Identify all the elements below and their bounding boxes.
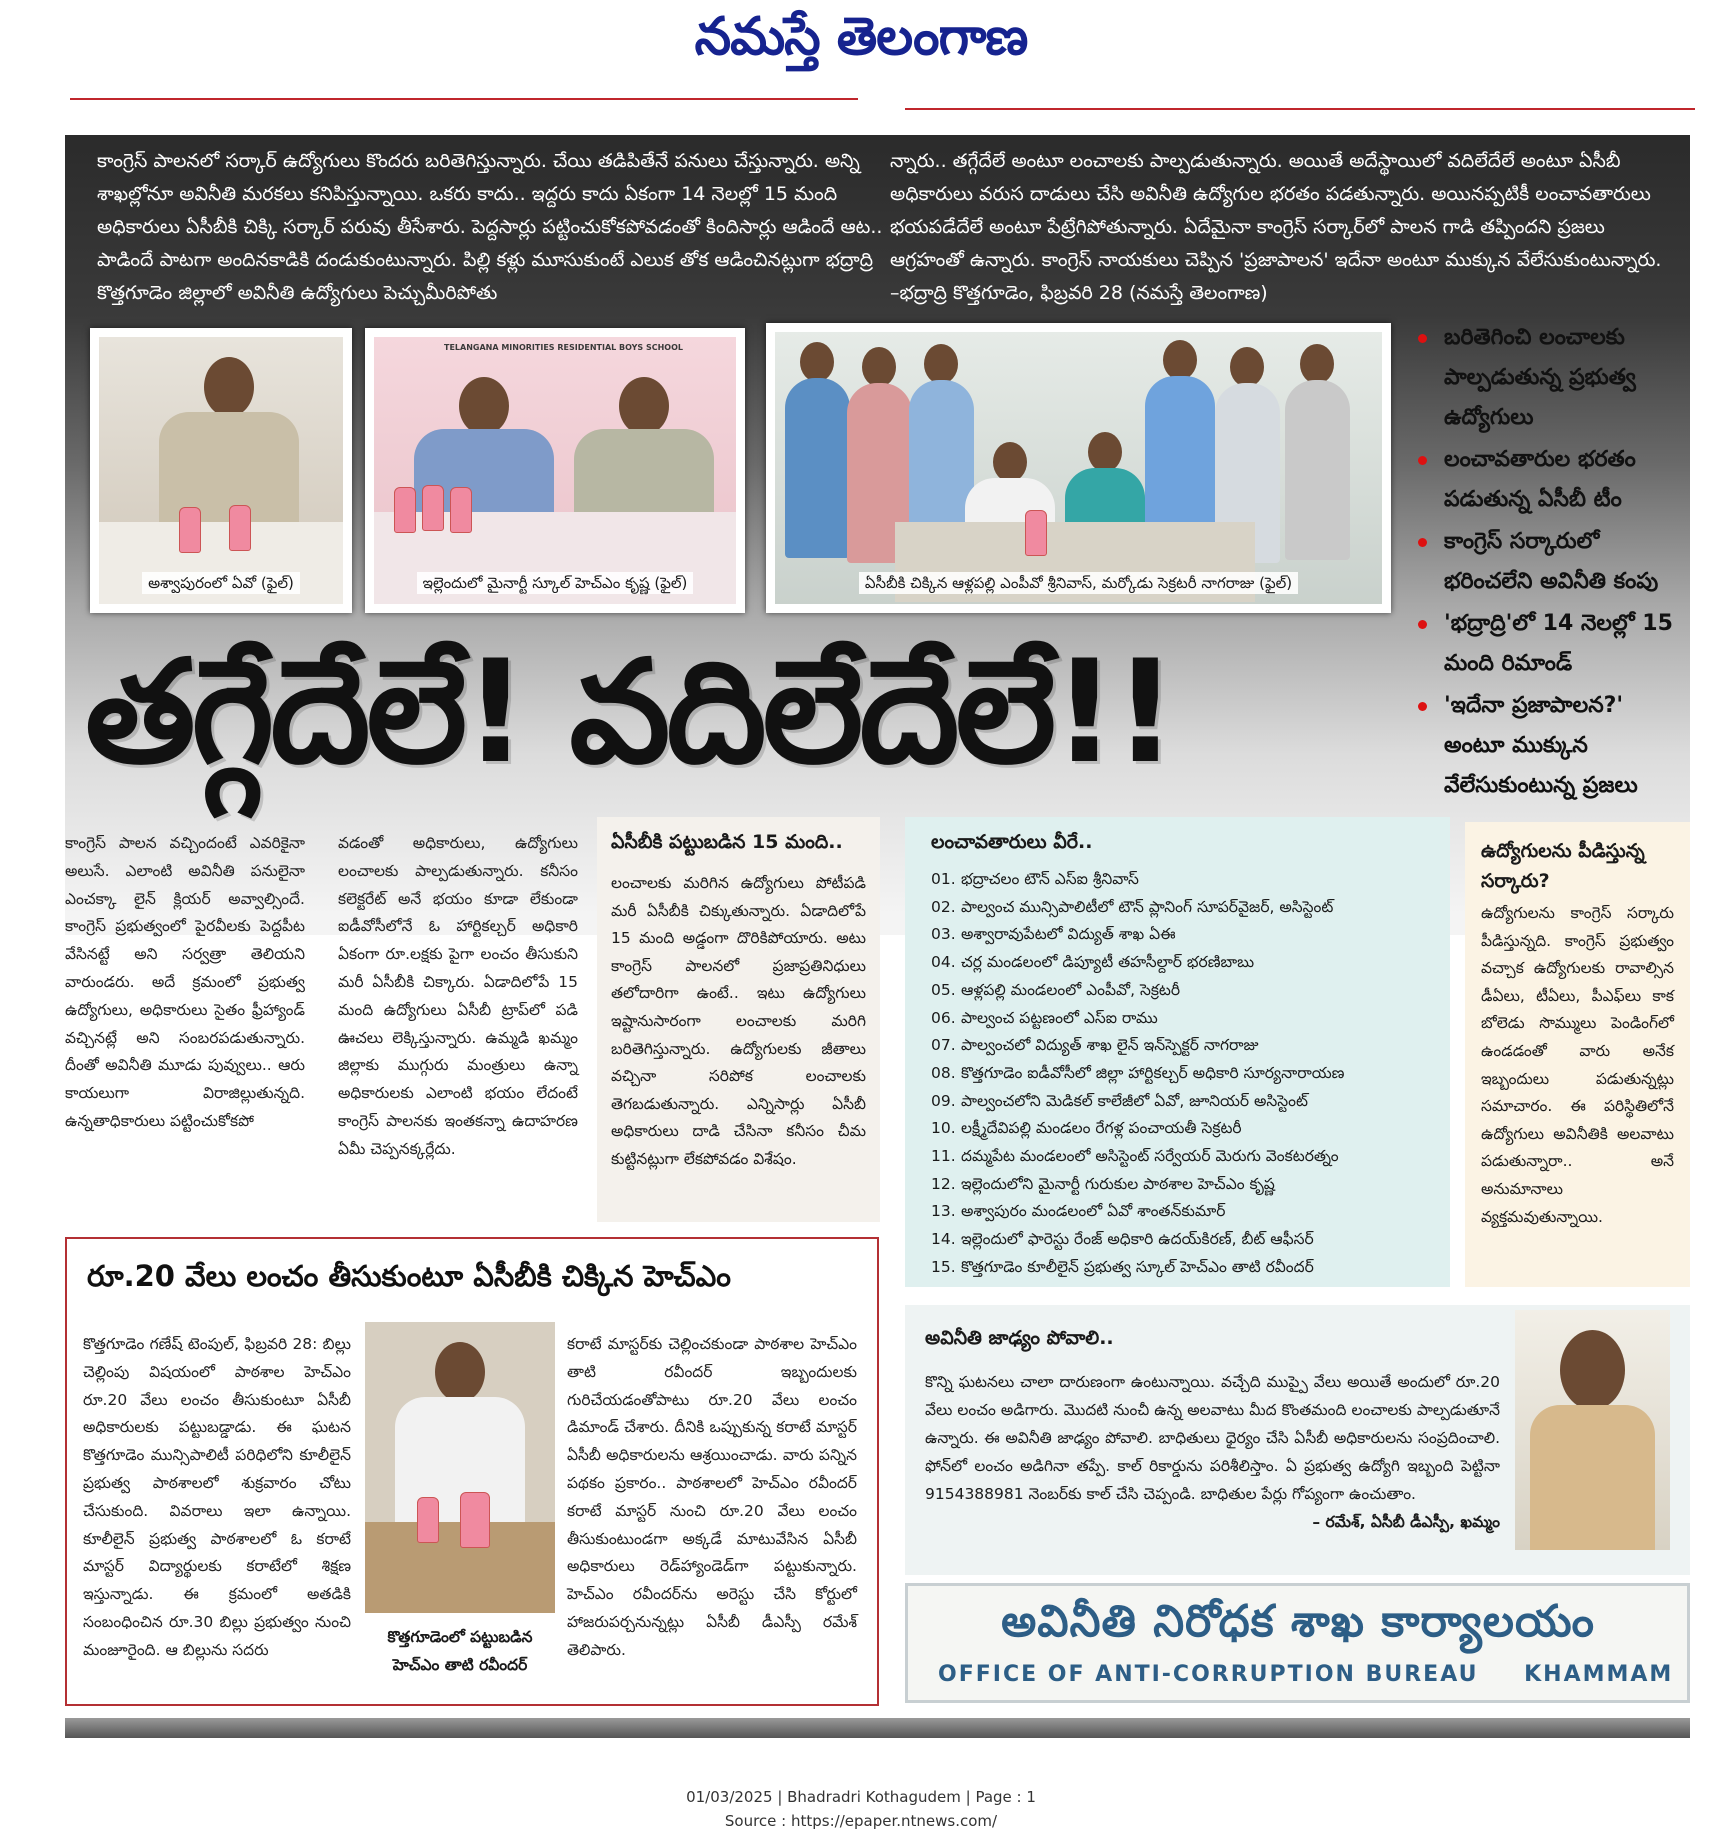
photo-ashwapuram-ao (90, 328, 352, 613)
photo-caption: ఏసీబీకి చిక్కిన ఆళ్లపల్లి ఎంపీవో శ్రీనివాస్, మర్కోడు సెక్రటరీ నాగరాజు (ఫైల్) (775, 574, 1382, 596)
list-item: 01. భద్రాచలం టౌన్ ఎస్ఐ శ్రీనివాస్ (931, 870, 1139, 888)
hm-story-photo (365, 1322, 555, 1613)
intro-text-right-body: న్నారు.. తగ్గేదేలే అంటూ లంచాలకు పాల్పడుతున్నారు. అయితే అదేస్థాయిలో వదిలేదేలే అంటూ ఏసీబీ అధికారులు వరుస దాడులు చేసి అవినీతి ఉద్యోగుల భరతం పడతున్నారు. అయినప్పటికీ లంచావతారులు భయపడేదేలే అంటూ పేట్రేగిపోతున్నారు. ఏదేమైనా కాంగ్రెస్ సర్కార్‌లో పాలన గాడి తప్పిందని ప్రజలు ఆగ్రహంతో ఉన్నారు. కాంగ్రెస్ నాయకులు చెప్పిన 'ప్రజాపాలన' ఇదేనా అంటూ ముక్కున వేలేసుకుంటున్నారు. (890, 150, 1662, 271)
body-column-2: వడంతో అధికారులు, ఉద్యోగులు లంచాలకు పాల్పడుతున్నారు. కనీసం కలెక్టరేట్ అనే భయం కూడా లేకుండా ఐడీవోసీలోనే ఓ హార్టికల్చర్ అధికారి ఏకంగా రూ.లక్షకు పైగా లంచం తీసుకుని మరీ ఏసీబీకి చిక్కారు. ఏడాదిలోపే 15 మంది ఉద్యోగులు ఏసీబీ ట్రాప్‌లో పడి ఊచలు లెక్కిస్తున్నారు. ఉమ్మడి ఖమ్మం జిల్లాకు ముగ్గురు మంత్రులు ఉన్నా అధికారులకు ఎలాంటి భయం లేదంటే కాంగ్రెస్ పాలనకు ఇంతకన్నా ఉదాహరణ ఏమీ చెప్పనక్కర్లేదు. (338, 834, 578, 1158)
body-column-1: కాంగ్రెస్ పాలన వచ్చిందంటే ఎవరికైనా అలుసే. ఎలాంటి అవినీతి పనులైనా ఎంచక్కా లైన్ క్లియర్ అవ్వాల్సిందే. కాంగ్రెస్ ప్రభుత్వంలో పైరవీలకు పెద్దపీట వేసినట్టే అని సర్వత్రా తెలియని వారుండరు. అదే క్రమంలో ప్రభుత్వ ఉద్యోగులు, అధికారులు సైతం ఫ్రీహ్యాండ్ వచ్చినట్లే అని సంబరపడుతున్నారు. దీంతో అవినీతి మూడు పువ్వులు.. ఆరు కాయలుగా విరాజిల్లుతున్నది. ఉన్నతాధికారులు పట్టించుకోకపో (65, 834, 305, 1130)
photo-image (99, 337, 343, 604)
quote-title: అవినీతి జాఢ్యం పోవాలి.. (925, 1327, 1114, 1349)
bullet-dot-icon (1418, 620, 1427, 629)
bullet-dot-icon (1418, 538, 1427, 547)
highlight-bullets (1412, 318, 1687, 808)
bullet-dot-icon (1418, 456, 1427, 465)
signboard-telugu: అవినీతి నిరోధక శాఖ కార్యాలయం (1001, 1596, 1595, 1647)
photo-image (775, 332, 1382, 604)
list-item: 14. ఇల్లెందులో ఫారెస్టు రేంజ్ అధికారి ఉదయ్‌కిరణ్, బీట్ ఆఫీసర్ (931, 1230, 1314, 1249)
list-item: 15. కొత్తగూడెం కూలీలైన్ ప్రభుత్వ స్కూల్ హెచ్‌ఎం తాటి రవీందర్ (931, 1257, 1314, 1276)
bullet-item: 'ఇదేనా ప్రజాపాలన?' అంటూ ముక్కున వేలేసుకుంటున్న ప్రజలు (1412, 686, 1687, 806)
list-item: 06. పాల్వంచ పట్టణంలో ఎస్ఐ రాము (931, 1008, 1158, 1027)
main-headline: తగ్గేదేలే! వదిలేదేలే!! (85, 630, 1174, 795)
hm-story-caption: కొత్తగూడెంలో పట్టుబడిన హెచ్‌ఎం తాటి రవీందర్ (387, 1628, 533, 1674)
acb-box-heading: ఏసీబీకి పట్టుబడిన 15 మంది.. (611, 831, 843, 853)
employees-box (1465, 822, 1690, 1287)
list-item: 02. పాల్వంచ మున్సిపాలిటీలో టౌన్ ప్లానింగ్ సూపర్‌వైజర్, అసిస్టెంట్ (931, 897, 1334, 916)
list-item: 09. పాల్వంచలోని మెడికల్ కాలేజీలో ఏవో, జూనియర్ అసిస్టెంట్ (931, 1091, 1308, 1110)
list-item: 10. లక్ష్మీదేవిపల్లి మండలం రేగళ్ల పంచాయతీ సెక్రటరీ (931, 1119, 1242, 1138)
hm-story-title: రూ.20 వేలు లంచం తీసుకుంటూ ఏసీబీకి చిక్కిన హెచ్‌ఎం (87, 1259, 731, 1293)
list-item: 05. ఆళ్లపల్లి మండలంలో ఎంపీవో, సెక్రటరీ (931, 980, 1181, 999)
photo-caption: అశ్వాపురంలో ఏవో (ఫైల్) (99, 574, 343, 596)
acb-dsp-photo (1515, 1310, 1670, 1550)
list-item: 07. పాల్వంచలో విద్యుత్ శాఖ లైన్ ఇన్‌స్పెక్టర్ నాగరాజు (931, 1036, 1259, 1055)
hm-story-box (65, 1237, 879, 1706)
intro-text-left: కాంగ్రెస్ పాలనలో సర్కార్ ఉద్యోగులు కొందరు బరితెగిస్తున్నారు. చేయి తడిపితేనే పనులు చేస్తున్నారు. అన్ని శాఖల్లోనూ అవినీతి మరకలు కనిపిస్తున్నాయి. ఒకరు కాదు.. ఇద్దరు కాదు ఏకంగా 14 నెలల్లో 15 మంది అధికారులు ఏసీబీకి చిక్కి సర్కార్ పరువు తీసేశారు. పెద్దసార్లు పట్టించుకోకపోవడంతో కిందిసార్లు ఆడిందే ఆట.. పాడిందే పాటగా అందినకాడికి దండుకుంటున్నారు. పిల్లి కళ్లు మూసుకుంటే ఎలుక తోక ఆడించినట్లుగా భద్రాద్రి కొత్తగూడెం జిల్లాలో అవినీతి ఉద్యోగులు పెచ్చుమీరిపోతు (97, 150, 883, 304)
masthead-rule-left (70, 98, 858, 100)
bullet-dot-icon (1418, 334, 1427, 343)
acb-15-box (597, 817, 880, 1222)
photo-caption: ఇల్లెందులో మైనార్టీ స్కూల్ హెచ్‌ఎం కృష్ణ (ఫైల్) (374, 574, 736, 596)
photo-allapalli-mpo (766, 323, 1391, 613)
list-box-heading: లంచావతారులు వీరే.. (931, 831, 1093, 853)
bribe-takers-list-box (905, 817, 1450, 1287)
person-figure (1530, 1330, 1655, 1550)
acb-box-text: లంచాలకు మరిగిన ఉద్యోగులు పోటీపడి మరీ ఏసీబీకి చిక్కుతున్నారు. ఏడాదిలోపే 15 మంది అడ్డంగా దొరికిపోయారు. అటు కాంగ్రెస్ పాలనలో ప్రజాప్రతినిధులు తలోదారిగా ఉంటే.. ఇటు ఉద్యోగులు ఇష్టానుసారంగా లంచాలకు మరిగి బరితెగిస్తున్నారు. ఉద్యోగులకు జీతాలు వచ్చినా సరిపోక లంచాలకు తెగబడుతున్నారు. ఎన్నిసార్లు ఏసీబీ అధికారులు దాడి చేసినా కనీసం చీమ కుట్టినట్లుగా లేకపోవడం విశేషం. (611, 874, 866, 1168)
bribe-takers-list (931, 866, 1424, 1282)
bottom-bar (65, 1718, 1690, 1738)
hm-story-column-1: కొత్తగూడెం గణేష్ టెంపుల్, ఫిబ్రవరి 28: బిల్లు చెల్లింపు విషయంలో పాఠశాల హెచ్‌ఎం రూ.20 వేలు లంచం తీసుకుంటూ ఏసీబీ అధికారులకు పట్టుబడ్డాడు. ఈ ఘటన కొత్తగూడెం మున్సిపాలిటీ పరిధిలోని కూలీలైన్ ప్రభుత్వ పాఠశాలలో శుక్రవారం చోటు చేసుకుంది. వివరాలు ఇలా ఉన్నాయి. కూలీలైన్ ప్రభుత్వ పాఠశాలలో ఓ కరాటే మాస్టర్ విద్యార్థులకు కరాటేలో శిక్షణ ఇస్తున్నాడు. ఈ క్రమంలో అతడికి సంబంధించిన రూ.30 బిల్లు ప్రభుత్వం నుంచి మంజూరైంది. ఆ బిల్లును సదరు (83, 1335, 351, 1659)
masthead-logo: నమస్తే తెలంగాణ (694, 6, 1028, 67)
school-banner: TELANGANA MINORITIES RESIDENTIAL BOYS SCHOOL (444, 343, 684, 352)
employees-box-text: ఉద్యోగులను కాంగ్రెస్ సర్కారు పీడిస్తున్నది. కాంగ్రెస్ ప్రభుత్వం వచ్చాక ఉద్యోగులకు రావాల్సిన డీఏలు, టీఏలు, పీఎఫ్‌లు కాక బోలెడు సొమ్ములు పెండింగ్‌లో ఉండడంతో వారు అనేక ఇబ్బందులు పడుతున్నట్లు సమాచారం. ఈ పరిస్థితిలోనే ఉద్యోగులు అవినీతికి అలవాటు పడుతున్నారా.. అనే అనుమానాలు వ్యక్తమవుతున్నాయి. (1481, 904, 1674, 1226)
acb-office-signboard (905, 1583, 1690, 1703)
photo-image (374, 337, 736, 604)
intro-text-right (890, 145, 1670, 310)
bullet-item: కాంగ్రెస్ సర్కారులో భరించలేని అవినీతి కంపు (1412, 522, 1687, 602)
page-footer (0, 1785, 1722, 1833)
list-item: 03. అశ్వారావుపేటలో విద్యుత్ శాఖ ఏఈ (931, 925, 1176, 944)
bullet-item: లంచావతారుల భరతం పడుతున్న ఏసీబీ టీం (1412, 440, 1687, 520)
list-item: 12. ఇల్లెందులోని మైనార్టీ గురుకుల పాఠశాల హెచ్‌ఎం కృష్ణ (931, 1174, 1275, 1193)
list-item: 08. కొత్తగూడెం ఐడీవోసీలో జిల్లా హార్టికల్చర్ అధికారి సూర్యనారాయణ (931, 1063, 1345, 1082)
masthead-rule-right (905, 108, 1695, 110)
footer-info: 01/03/2025 | Bhadradri Kothagudem | Page : 1 (686, 1788, 1036, 1806)
bullet-item: బరితెగించి లంచాలకు పాల్పడుతున్న ప్రభుత్వ ఉద్యోగులు (1412, 318, 1687, 438)
intro-dateline: –భద్రాద్రి కొత్తగూడెం, ఫిబ్రవరి 28 (నమస్తే తెలంగాణ) (890, 282, 1268, 304)
list-item: 11. దమ్మపేట మండలంలో అసిస్టెంట్ సర్వేయర్ మెరుగు వెంకటరత్నం (931, 1147, 1339, 1166)
employees-box-heading: ఉద్యోగులను పీడిస్తున్న సర్కారు? (1481, 840, 1645, 892)
bullet-dot-icon (1418, 702, 1427, 711)
signboard-english: OFFICE OF ANTI-CORRUPTION BUREAU KHAMMAM (938, 1662, 1674, 1687)
acb-dsp-quote-box (905, 1305, 1690, 1575)
bullet-item: 'భద్రాద్రి'లో 14 నెలల్లో 15 మంది రిమాండ్ (1412, 604, 1687, 684)
photo-illendu-hm (365, 328, 745, 613)
hm-story-column-2: కరాటే మాస్టర్‌కు చెల్లించకుండా పాఠశాల హెచ్‌ఎం తాటి రవీందర్ ఇబ్బందులకు గురిచేయడంతోపాటు రూ.20 వేలు లంచం డిమాండ్ చేశారు. దీనికి ఒప్పుకున్న కరాటే మాస్టర్ ఏసీబీ అధికారులను ఆశ్రయించాడు. వారు పన్నిన పథకం ప్రకారం.. పాఠశాలలో హెచ్‌ఎం రవీందర్ కరాటే మాస్టర్ నుంచి రూ.20 వేలు లంచం తీసుకుంటుండగా అక్కడే మాటువేసిన ఏసీబీ అధికారులు రెడ్‌హ్యాండెడ్‌గా పట్టుకున్నారు. హెచ్‌ఎం రవీందర్‌ను అరెస్టు చేసి కోర్టులో హాజరుపర్చనున్నట్లు ఏసీబీ డీఎస్పీ రమేశ్ తెలిపారు. (567, 1335, 857, 1659)
list-item: 04. చర్ల మండలంలో డిప్యూటీ తహసీల్దార్ భరణిబాబు (931, 953, 1255, 972)
footer-source: Source : https://epaper.ntnews.com/ (724, 1812, 998, 1830)
quote-signature: – రమేశ్, ఏసీబీ డీఎస్పీ, ఖమ్మం (1312, 1513, 1500, 1531)
quote-text: కొన్ని ఘటనలు చాలా దారుణంగా ఉంటున్నాయి. వచ్చేది ముప్పై వేలు అయితే అందులో రూ.20 వేలు లంచం అడిగారు. మొదటి నుంచీ ఉన్న అలవాటు మీద కొంతమంది లంచాలకు పాల్పడుతూనే ఉన్నారు. ఈ అవినీతి జాఢ్యం పోవాలి. బాధితులు ధైర్యం చేసి ఏసీబీ అధికారులను సంప్రదించాలి. ఫోన్‌లో లంచం అడిగినా తప్పే. కాల్ రికార్డును పరిశీలిస్తాం. ఏ ప్రభుత్వ ఉద్యోగి ఇబ్బంది పెట్టినా 9154388981 నెంబర్‌కు కాల్ చేసి చెప్పండి. బాధితుల పేర్లు గోప్యంగా ఉంచుతాం. (925, 1373, 1500, 1503)
list-item: 13. అశ్వాపురం మండలంలో ఏవో శాంతన్‌కుమార్ (931, 1202, 1226, 1221)
